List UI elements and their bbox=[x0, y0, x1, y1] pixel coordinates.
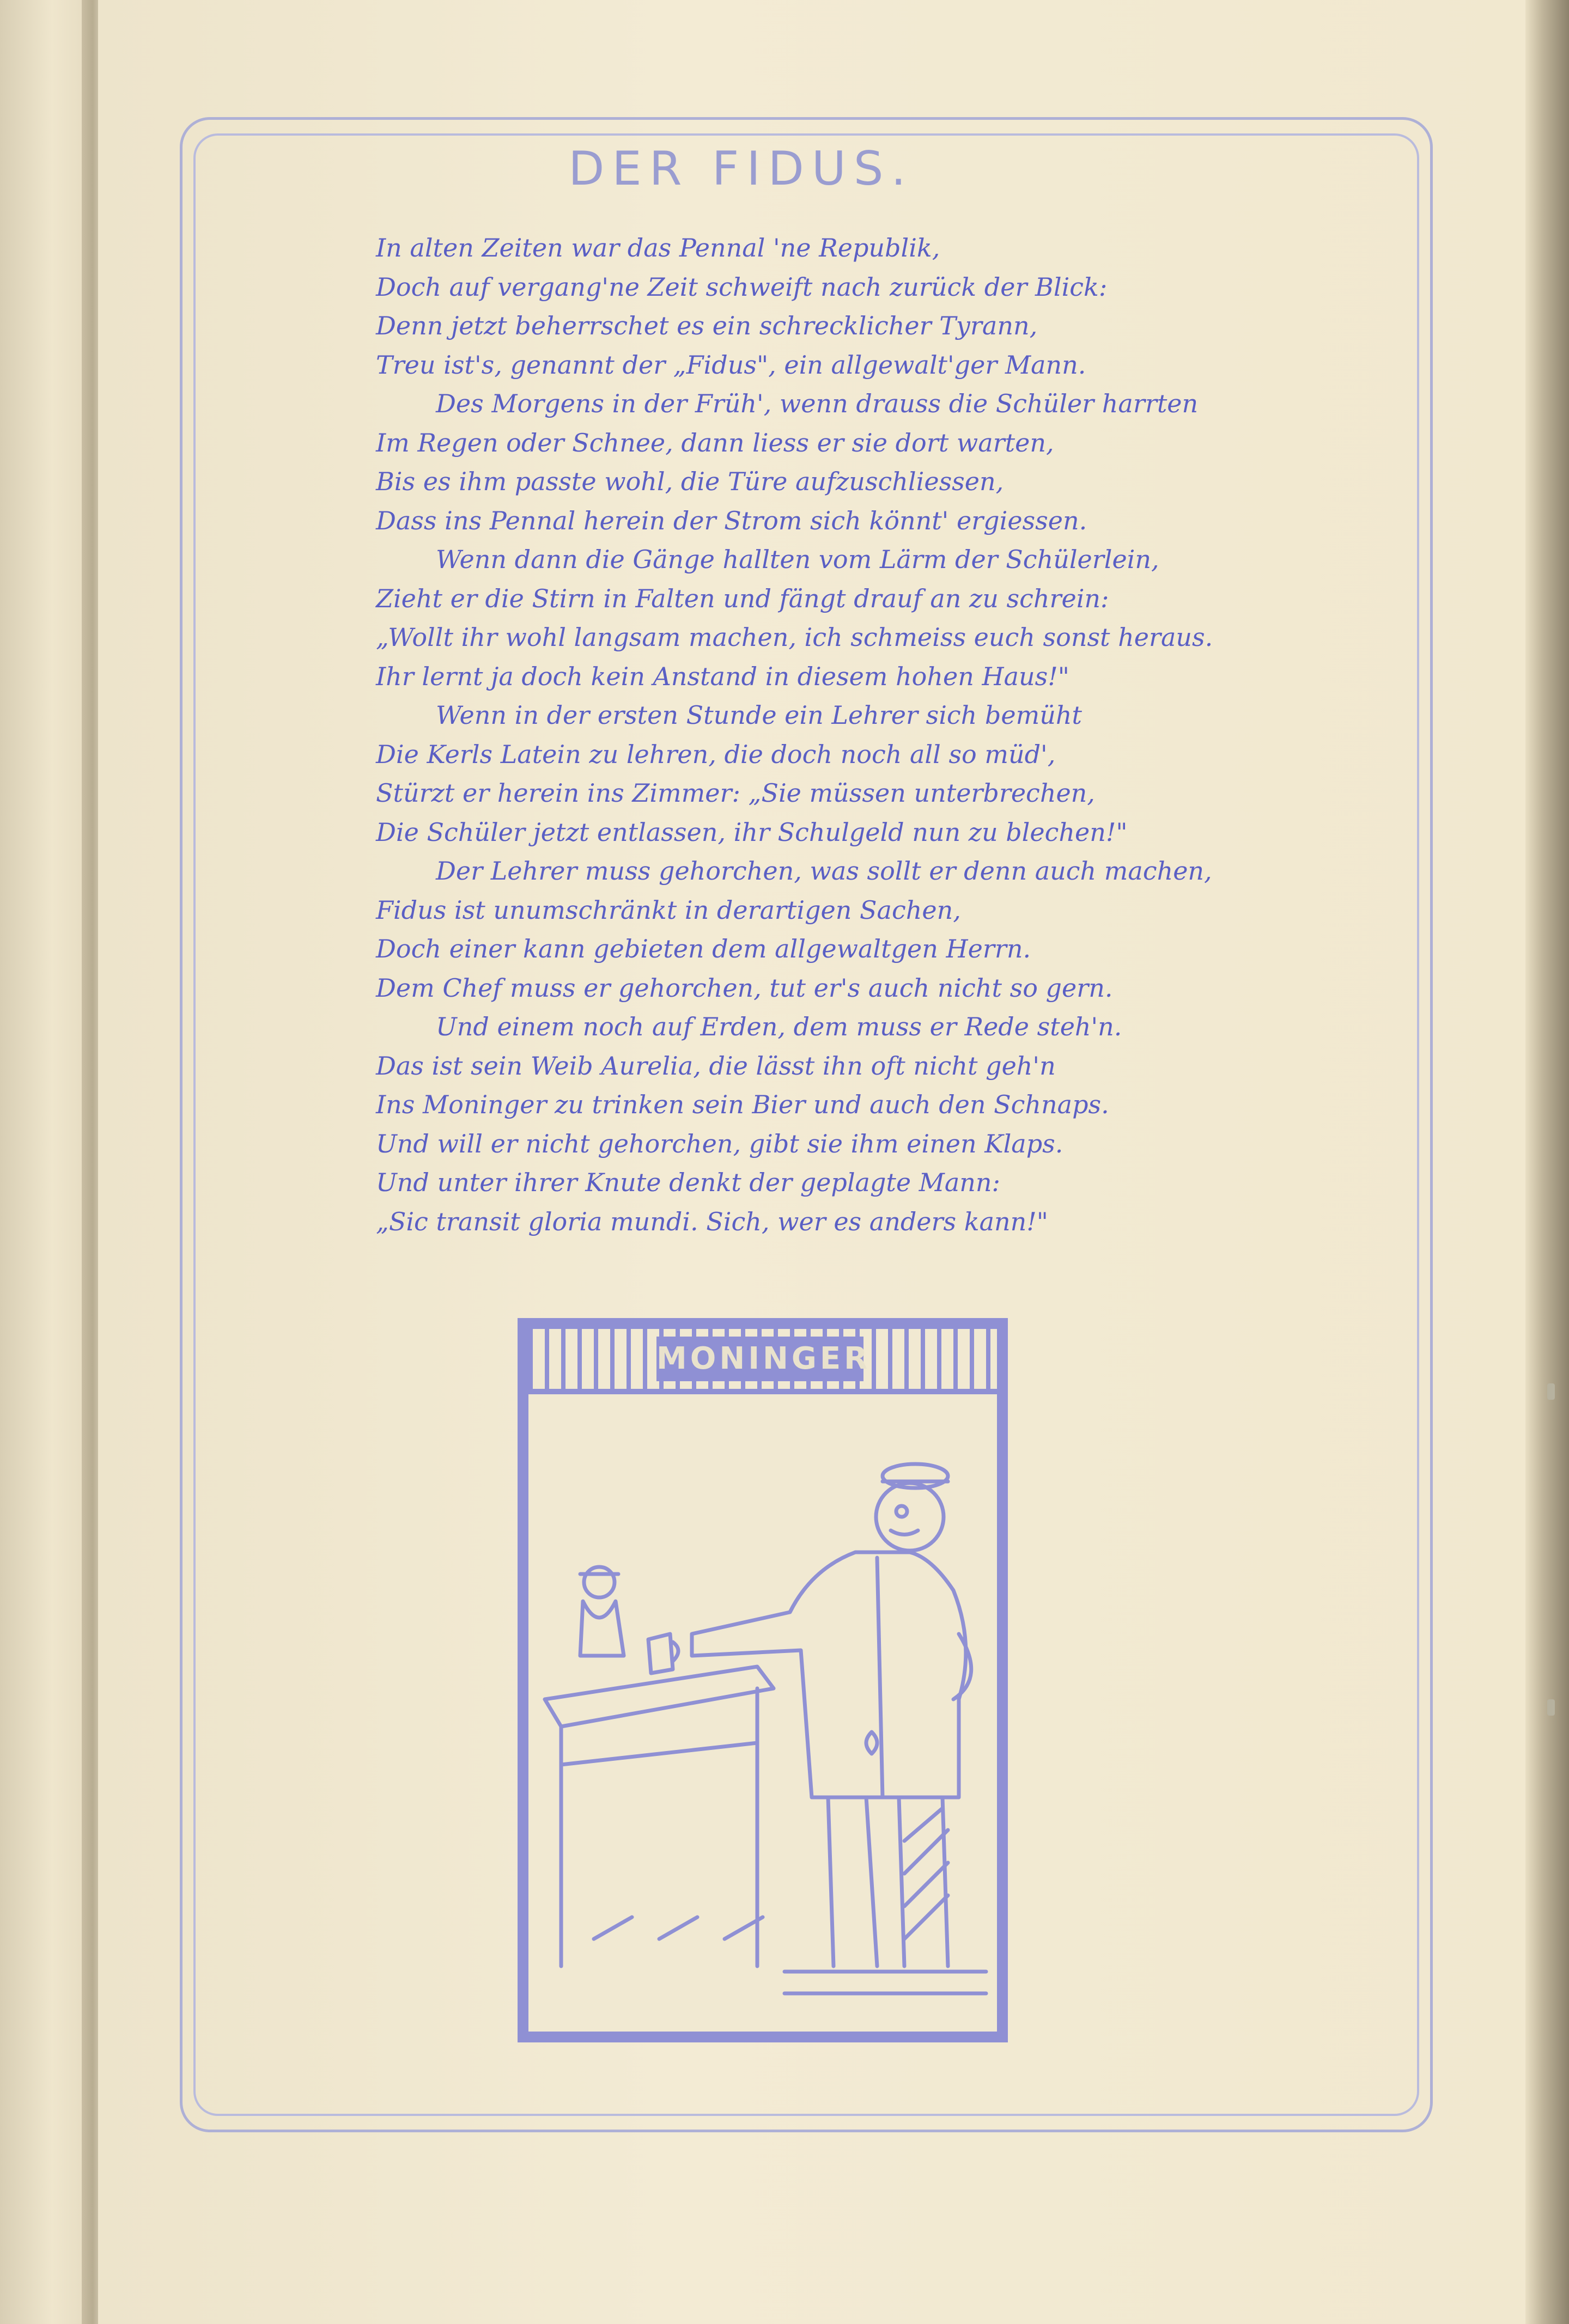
poem-line: Wenn dann die Gänge hallten vom Lärm der Schülerlein, bbox=[436, 545, 1159, 574]
poem-line: Ihr lernt ja doch kein Anstand in diesem hohen Haus!" bbox=[376, 661, 1069, 691]
poem-line: „Sic transit gloria mundi. Sich, wer es anders kann!" bbox=[376, 1206, 1048, 1236]
facing-page bbox=[0, 0, 87, 2324]
poem-line: In alten Zeiten war das Pennal 'ne Republik, bbox=[376, 233, 940, 263]
binding-clip bbox=[1547, 1699, 1555, 1716]
seated-figure-body bbox=[580, 1601, 624, 1656]
poem-line: Und einem noch auf Erden, dem muss er Rede steh'n. bbox=[436, 1012, 1122, 1041]
page-edge bbox=[1525, 0, 1569, 2324]
poem-line: Die Kerls Latein zu lehren, die doch noch all so müd', bbox=[376, 739, 1056, 769]
tavern-sign-label: MONINGER bbox=[656, 1337, 863, 1381]
man-arm-hip bbox=[953, 1634, 971, 1699]
poem-line: Treu ist's, genannt der „Fidus", ein allgewalt'ger Mann. bbox=[376, 350, 1086, 380]
poem-line: Dem Chef muss er gehorchen, tut er's auch nicht so gern. bbox=[376, 973, 1113, 1003]
poem-line: Doch auf vergang'ne Zeit schweift nach zurück der Blick: bbox=[376, 272, 1108, 302]
binding-clip bbox=[1547, 1383, 1555, 1400]
beer-mug bbox=[648, 1634, 673, 1673]
poem-line: Denn jetzt beherrschet es ein schrecklicher Tyrann, bbox=[376, 311, 1038, 340]
poem-line: Des Morgens in der Früh', wenn drauss die Schüler harrten bbox=[436, 389, 1199, 418]
poem-line: Fidus ist unumschränkt in derartigen Sachen, bbox=[376, 895, 961, 925]
woodcut-drawing bbox=[528, 1394, 997, 2032]
man-head bbox=[876, 1483, 944, 1551]
poem-line: Der Lehrer muss gehorchen, was sollt er denn auch machen, bbox=[436, 856, 1212, 886]
poem-line: Dass ins Pennal herein der Strom sich könnt' ergiessen. bbox=[376, 505, 1087, 535]
poem-line: Stürzt er herein ins Zimmer: „Sie müssen unterbrechen, bbox=[376, 778, 1095, 808]
woodcut-illustration bbox=[518, 1318, 1008, 2042]
poem-text bbox=[376, 229, 1444, 1241]
tavern-sign bbox=[528, 1329, 997, 1394]
poem-line: Die Schüler jetzt entlassen, ihr Schulgeld nun zu blechen!" bbox=[376, 817, 1128, 847]
table-top bbox=[545, 1667, 774, 1727]
poem-line: Und will er nicht gehorchen, gibt sie ihm einen Klaps. bbox=[376, 1129, 1063, 1158]
poem-line: Doch einer kann gebieten dem allgewaltgen Herrn. bbox=[376, 934, 1031, 963]
seated-figure-head bbox=[584, 1567, 615, 1597]
poem-line: Zieht er die Stirn in Falten und fängt drauf an zu schrein: bbox=[376, 583, 1109, 613]
poem-line: Ins Moninger zu trinken sein Bier und auch den Schnaps. bbox=[376, 1090, 1109, 1119]
page-title: DER FIDUS. bbox=[568, 142, 914, 196]
man-body bbox=[692, 1552, 966, 1797]
poem-line: Im Regen oder Schnee, dann liess er sie dort warten, bbox=[376, 428, 1054, 458]
poem-line: Wenn in der ersten Stunde ein Lehrer sich bemüht bbox=[436, 700, 1082, 730]
poem-line: „Wollt ihr wohl langsam machen, ich schmeiss euch sonst heraus. bbox=[376, 623, 1213, 652]
poem-line: Das ist sein Weib Aurelia, die lässt ihn oft nicht geh'n bbox=[376, 1051, 1056, 1081]
poem-line: Und unter ihrer Knute denkt der geplagte Mann: bbox=[376, 1168, 1001, 1197]
poem-line: Bis es ihm passte wohl, die Türe aufzuschliessen, bbox=[376, 467, 1004, 496]
